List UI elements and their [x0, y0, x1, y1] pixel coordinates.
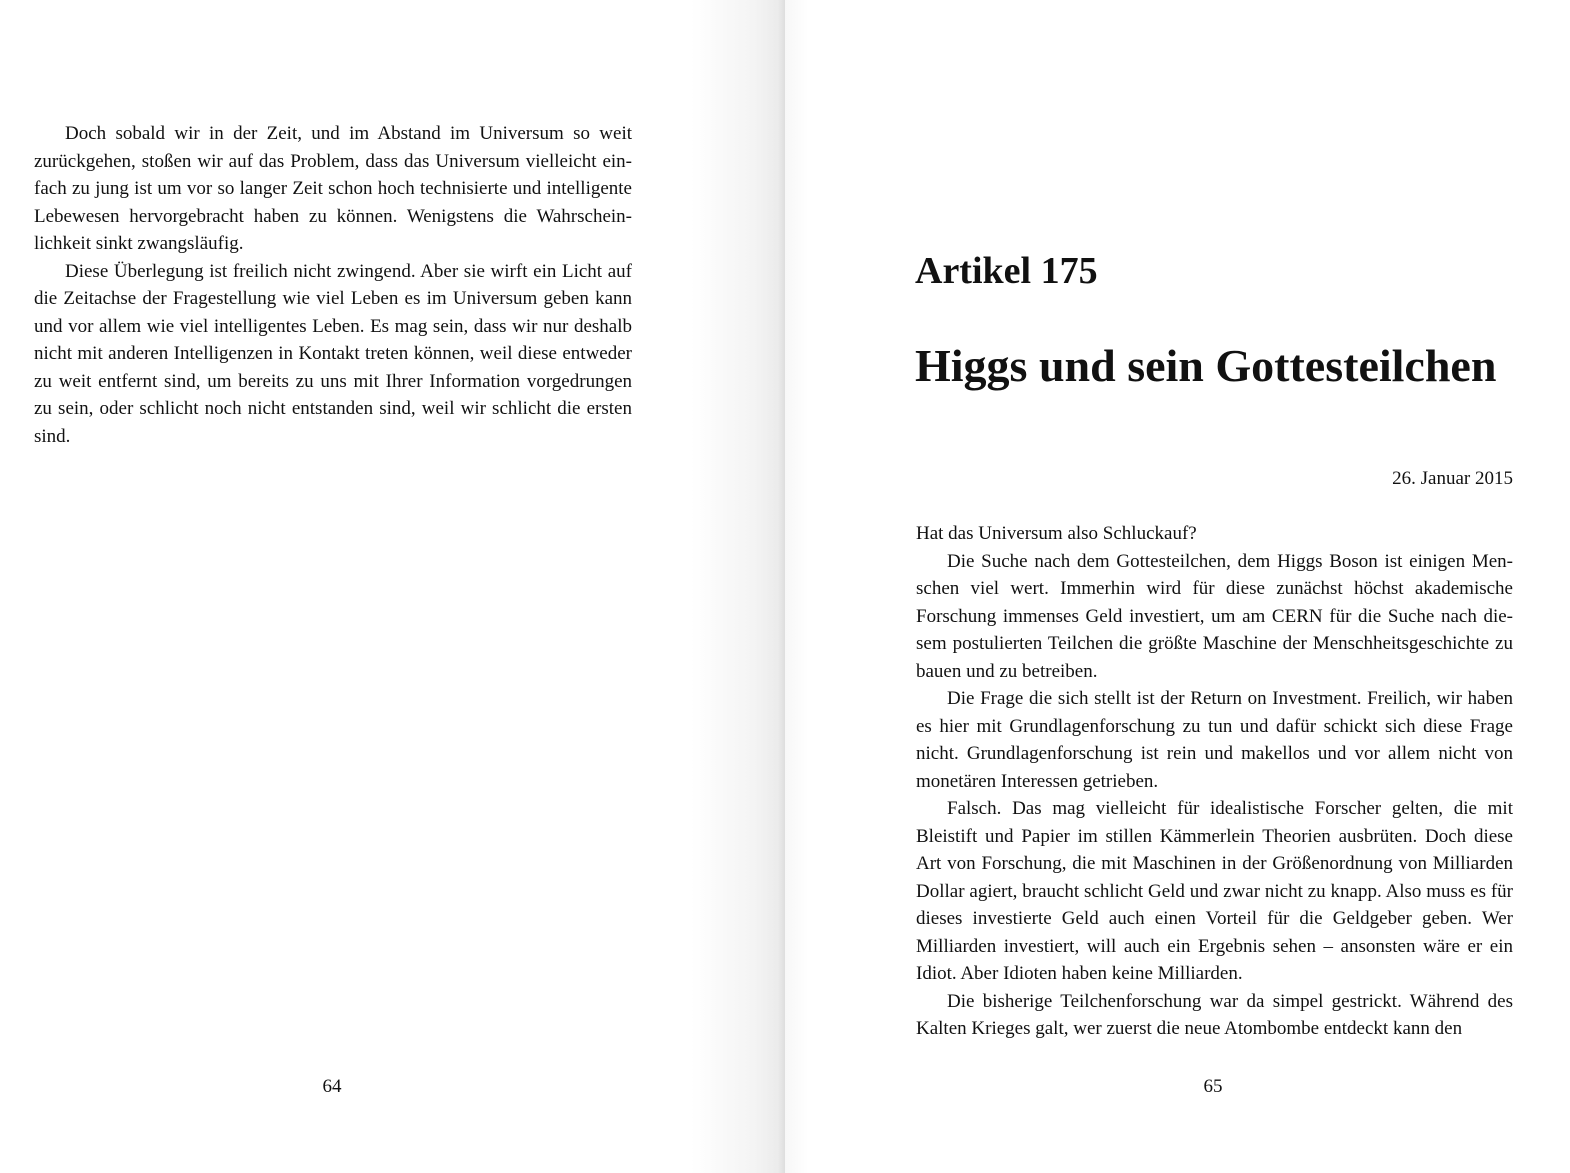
page-number-left: 64 — [322, 1076, 342, 1097]
article-title: Higgs und sein Gottesteilchen — [915, 340, 1497, 391]
paragraph: Diese Überlegung ist freilich nicht zwingend. Aber sie wirft ein Licht auf die Zeitachse der Fragestellung wie viel Leben es im Universum geben kann und vor allem wie viel intelligentes Leben. Es mag sein, dass wir nur deshalb nicht mit anderen Intelligenzen in Kontakt treten können, weil diese entweder zu weit entfernt sind, um bereits zu uns mit Ihrer Information vorgedrungen zu sein, oder schlicht noch nicht entstanden sind, weil wir schlicht die ersten sind. — [34, 260, 632, 447]
right-page — [785, 0, 1570, 1173]
paragraph: Die Suche nach dem Gottesteilchen, dem Higgs Boson ist einigen Menschen viel wert. Immerhin wird für diese zunächst höchst akademische Forschung immenses Geld investiert, um am CERN für die Suche nach diesem postulierten Teilchen die größte Maschine der Menschheitsgeschichte zu bauen und zu betreiben. — [916, 550, 1513, 682]
paragraph: Die bisherige Teilchenforschung war da simpel gestrickt. Während des Kalten Krieges galt, wer zuerst die neue Atombombe entdeckt kann den — [916, 990, 1513, 1039]
article-date: 26. Januar 2015 — [1392, 468, 1513, 489]
paragraph: Falsch. Das mag vielleicht für idealistische Forscher gelten, die mit Bleistift und Papier im stillen Kämmerlein Theorien ausbrüten. Doch diese Art von Forschung, die mit Maschinen in der Größenordnung von Milliarden Dollar agiert, braucht schlicht Geld und zwar nicht zu knapp. Also muss es für dieses investierte Geld auch einen Vorteil für die Geldgeber geben. Wer Milliarden investiert, will auch ein Ergebnis sehen – ansonsten wäre er ein Idiot. Aber Idioten haben keine Milliarden. — [916, 798, 1513, 984]
page-number-right: 65 — [1203, 1076, 1223, 1097]
left-page-body — [34, 120, 632, 450]
paragraph: Die Frage die sich stellt ist der Return on Investment. Freilich, wir haben es hier mit Grundlagenforschung zu tun und dafür schickt sich diese Frage nicht. Grundlagenforschung ist rein und makellos und vor allem nicht von monetären Interessen getrieben. — [916, 688, 1513, 792]
paragraph: Doch sobald wir in der Zeit, und im Abstand im Universum so weit zurückgehen, stoßen wir auf das Problem, dass das Universum vielleicht einfach zu jung ist um vor so langer Zeit schon hoch technisierte und intelligente Lebewesen hervorgebracht haben zu können. Wenigstens die Wahrscheinlichkeit sinkt zwangsläufig. — [34, 123, 632, 254]
right-page-body — [916, 520, 1513, 1043]
paragraph: Hat das Universum also Schluckauf? — [916, 523, 1197, 544]
article-label: Artikel 175 — [915, 250, 1098, 292]
